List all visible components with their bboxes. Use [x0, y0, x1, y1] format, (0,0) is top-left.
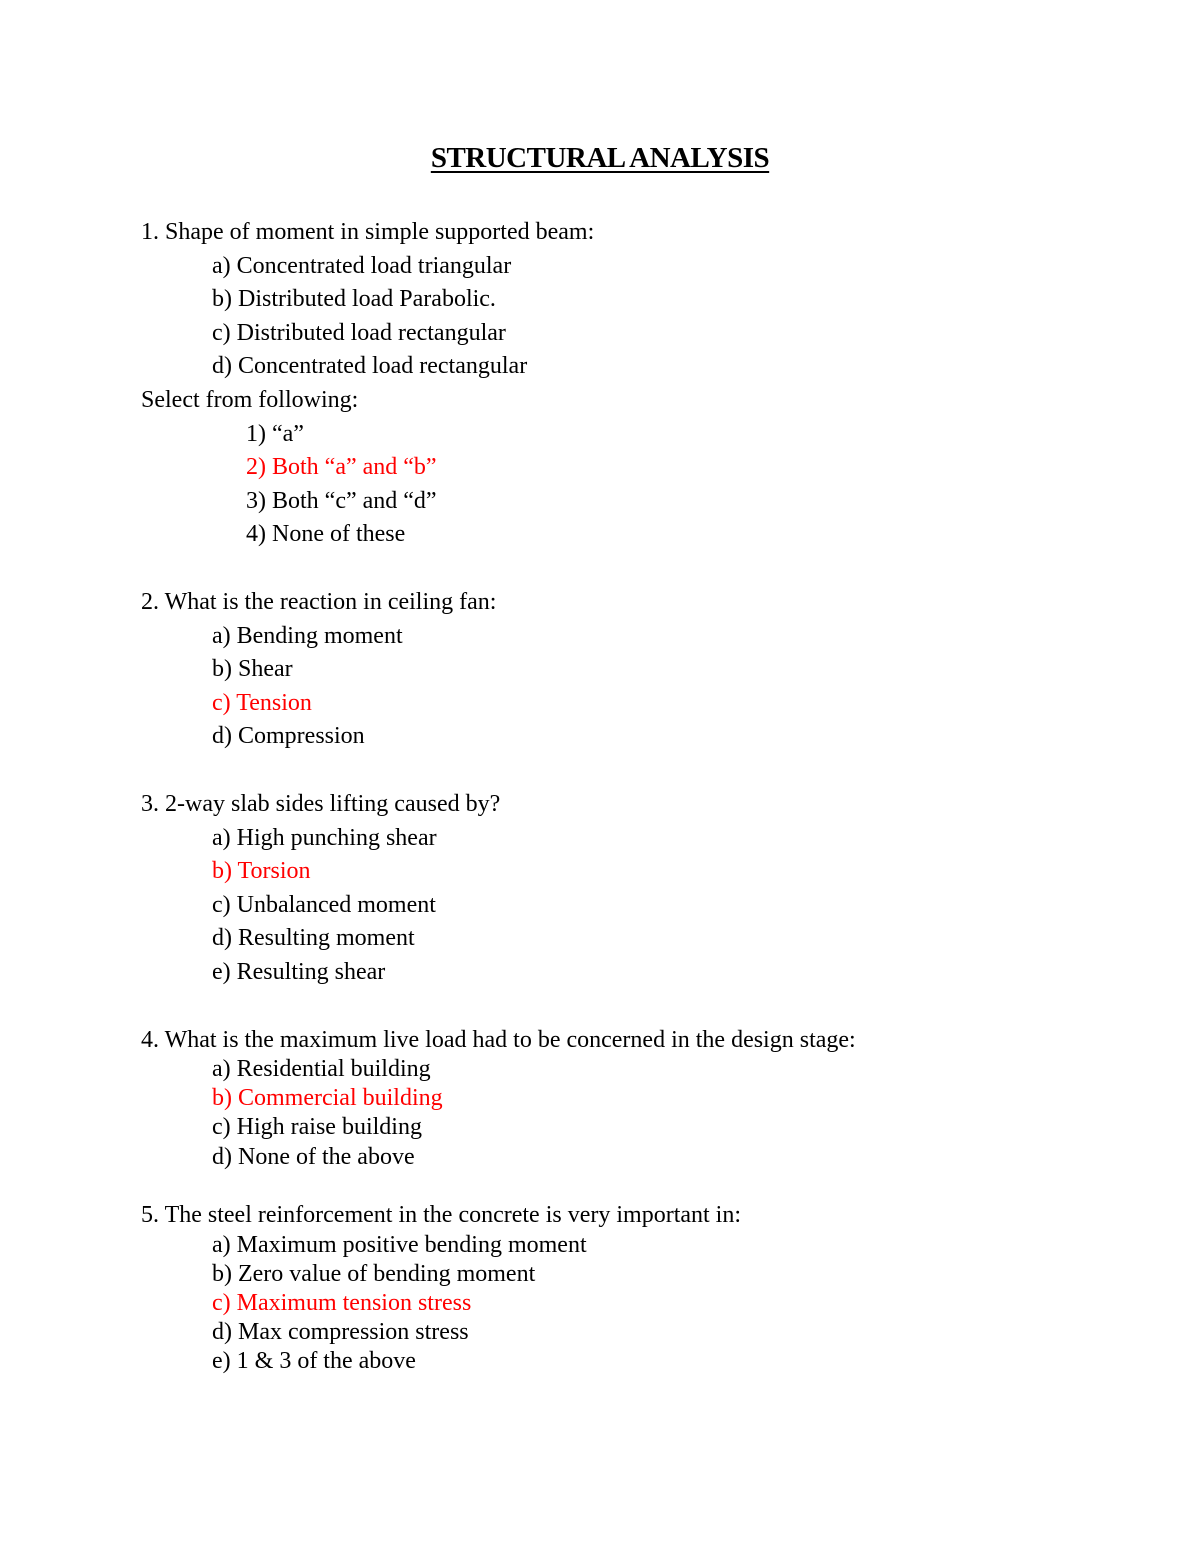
q1-select-option-1: 1) “a” [246, 421, 304, 447]
q1-select-option-2-answer: 2) Both “a” and “b” [246, 454, 437, 480]
q3-option-d: d) Resulting moment [212, 925, 415, 951]
q4-option-a: a) Residential building [212, 1056, 431, 1082]
question-4-text: 4. What is the maximum live load had to be concerned in the design stage: [141, 1027, 856, 1053]
q4-option-d: d) None of the above [212, 1144, 415, 1170]
q1-option-c: c) Distributed load rectangular [212, 320, 506, 346]
q2-option-a: a) Bending moment [212, 623, 403, 649]
q4-option-b-answer: b) Commercial building [212, 1085, 443, 1111]
q5-option-a: a) Maximum positive bending moment [212, 1232, 587, 1258]
q1-option-b: b) Distributed load Parabolic. [212, 286, 496, 312]
q1-select-option-3: 3) Both “c” and “d” [246, 488, 437, 514]
q3-option-e: e) Resulting shear [212, 959, 386, 985]
page-title: STRUCTURAL ANALYSIS [430, 142, 770, 174]
q1-option-a: a) Concentrated load triangular [212, 253, 512, 279]
question-3-text: 3. 2-way slab sides lifting caused by? [141, 791, 501, 817]
q5-option-d: d) Max compression stress [212, 1319, 469, 1345]
q5-option-e: e) 1 & 3 of the above [212, 1348, 416, 1374]
q3-option-b-answer: b) Torsion [212, 858, 311, 884]
q1-select-label: Select from following: [141, 387, 359, 413]
q2-option-b: b) Shear [212, 656, 293, 682]
question-5-text: 5. The steel reinforcement in the concrete is very important in: [141, 1202, 742, 1228]
q3-option-a: a) High punching shear [212, 825, 437, 851]
q2-option-c-answer: c) Tension [212, 690, 312, 716]
question-2-text: 2. What is the reaction in ceiling fan: [141, 589, 497, 615]
q3-option-c: c) Unbalanced moment [212, 892, 436, 918]
q5-option-c-answer: c) Maximum tension stress [212, 1290, 472, 1316]
q1-option-d: d) Concentrated load rectangular [212, 353, 528, 379]
question-1-text: 1. Shape of moment in simple supported beam: [141, 219, 595, 245]
q5-option-b: b) Zero value of bending moment [212, 1261, 536, 1287]
q1-select-option-4: 4) None of these [246, 521, 406, 547]
q4-option-c: c) High raise building [212, 1114, 422, 1140]
q2-option-d: d) Compression [212, 723, 365, 749]
